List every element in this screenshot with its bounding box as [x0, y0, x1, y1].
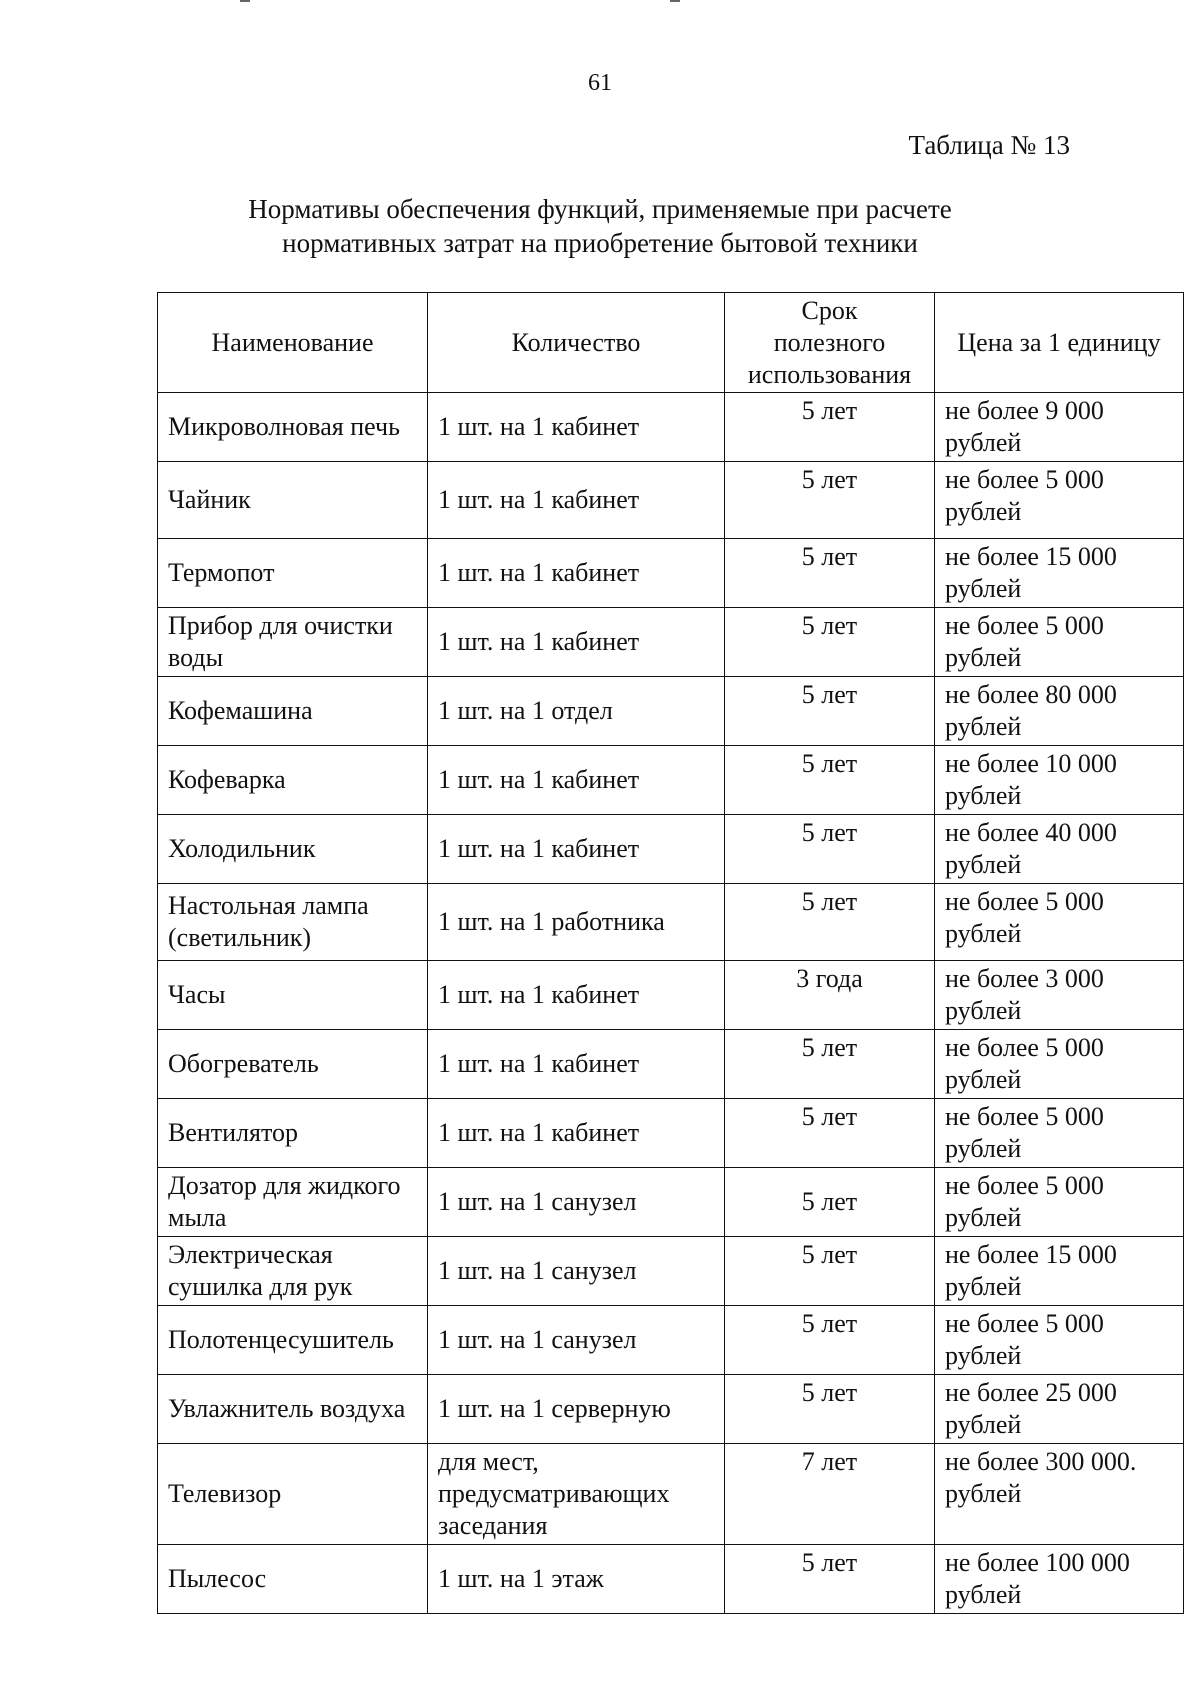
cell-price: не более 5 000 рублей: [935, 1030, 1184, 1099]
cell-term: 5 лет: [725, 608, 935, 677]
table-row: [158, 1099, 1184, 1168]
cell-term: 5 лет: [725, 1099, 935, 1168]
cell-term: 5 лет: [725, 815, 935, 884]
cell-name: Вентилятор: [158, 1099, 428, 1168]
header-qty: Количество: [428, 293, 725, 393]
cell-price: не более 100 000 рублей: [935, 1545, 1184, 1614]
cell-quantity: 1 шт. на 1 кабинет: [428, 815, 725, 884]
table-row: [158, 1237, 1184, 1306]
cell-term: 7 лет: [725, 1444, 935, 1545]
cell-name: Полотенцесушитель: [158, 1306, 428, 1375]
cell-price: не более 5 000 рублей: [935, 608, 1184, 677]
header-price: Цена за 1 единицу: [935, 293, 1184, 393]
table-row: [158, 1030, 1184, 1099]
cell-price: не более 15 000 рублей: [935, 1237, 1184, 1306]
table-row: [158, 393, 1184, 462]
cell-name: Дозатор для жидкого мыла: [158, 1168, 428, 1237]
title-line-1: Нормативы обеспечения функций, применяемые при расчете: [248, 194, 952, 224]
cell-name: Прибор для очистки воды: [158, 608, 428, 677]
cell-quantity: 1 шт. на 1 кабинет: [428, 462, 725, 539]
norms-table: [157, 292, 1184, 1614]
table-body: [158, 393, 1184, 1614]
table-row: [158, 1444, 1184, 1545]
cell-term: 5 лет: [725, 539, 935, 608]
cell-name: Холодильник: [158, 815, 428, 884]
cell-term: 5 лет: [725, 393, 935, 462]
cell-price: не более 80 000 рублей: [935, 677, 1184, 746]
cell-price: не более 5 000 рублей: [935, 884, 1184, 961]
cell-term: 5 лет: [725, 1306, 935, 1375]
cell-price: не более 5 000 рублей: [935, 1168, 1184, 1237]
table-row: [158, 677, 1184, 746]
cell-quantity: 1 шт. на 1 кабинет: [428, 961, 725, 1030]
table-row: [158, 1168, 1184, 1237]
cell-quantity: 1 шт. на 1 отдел: [428, 677, 725, 746]
cell-quantity: 1 шт. на 1 кабинет: [428, 1099, 725, 1168]
table-row: [158, 1545, 1184, 1614]
cell-price: не более 300 000. рублей: [935, 1444, 1184, 1545]
cell-price: не более 5 000 рублей: [935, 1306, 1184, 1375]
table-row: [158, 746, 1184, 815]
table-row: [158, 462, 1184, 539]
cell-quantity: 1 шт. на 1 санузел: [428, 1168, 725, 1237]
page-number: 61: [588, 70, 612, 96]
table-row: [158, 608, 1184, 677]
cell-quantity: 1 шт. на 1 работника: [428, 884, 725, 961]
table-row: [158, 1306, 1184, 1375]
table-row: [158, 815, 1184, 884]
cell-term: 5 лет: [725, 1545, 935, 1614]
cell-name: Термопот: [158, 539, 428, 608]
table-row: [158, 1375, 1184, 1444]
cell-term: 5 лет: [725, 1375, 935, 1444]
cell-name: Кофеварка: [158, 746, 428, 815]
cell-price: не более 10 000 рублей: [935, 746, 1184, 815]
cell-term: 5 лет: [725, 746, 935, 815]
cell-term: 5 лет: [725, 1237, 935, 1306]
cell-quantity: 1 шт. на 1 кабинет: [428, 393, 725, 462]
cell-name: Пылесос: [158, 1545, 428, 1614]
cell-quantity: для мест, предусматривающих заседания: [428, 1444, 725, 1545]
cell-name: Чайник: [158, 462, 428, 539]
cell-name: Микроволновая печь: [158, 393, 428, 462]
cell-term: 5 лет: [725, 1168, 935, 1237]
cell-price: не более 25 000 рублей: [935, 1375, 1184, 1444]
cell-quantity: 1 шт. на 1 санузел: [428, 1237, 725, 1306]
cell-price: не более 9 000 рублей: [935, 393, 1184, 462]
header-term: Срок полезного использования: [725, 293, 935, 393]
table-header-row: [158, 293, 1184, 393]
cell-name: Кофемашина: [158, 677, 428, 746]
scan-marks: [240, 0, 740, 4]
cell-term: 5 лет: [725, 677, 935, 746]
table-caption: Таблица № 13: [908, 130, 1070, 160]
cell-term: 5 лет: [725, 1030, 935, 1099]
cell-name: Часы: [158, 961, 428, 1030]
document-title: [0, 192, 1200, 260]
cell-quantity: 1 шт. на 1 санузел: [428, 1306, 725, 1375]
table-row: [158, 884, 1184, 961]
cell-quantity: 1 шт. на 1 серверную: [428, 1375, 725, 1444]
cell-price: не более 3 000 рублей: [935, 961, 1184, 1030]
cell-name: Настольная лампа (светильник): [158, 884, 428, 961]
cell-quantity: 1 шт. на 1 кабинет: [428, 539, 725, 608]
cell-name: Электрическая сушилка для рук: [158, 1237, 428, 1306]
cell-price: не более 15 000 рублей: [935, 539, 1184, 608]
cell-quantity: 1 шт. на 1 кабинет: [428, 1030, 725, 1099]
cell-price: не более 40 000 рублей: [935, 815, 1184, 884]
title-line-2: нормативных затрат на приобретение бытовой техники: [282, 228, 918, 258]
cell-name: Телевизор: [158, 1444, 428, 1545]
cell-quantity: 1 шт. на 1 кабинет: [428, 608, 725, 677]
cell-quantity: 1 шт. на 1 кабинет: [428, 746, 725, 815]
cell-name: Обогреватель: [158, 1030, 428, 1099]
header-name: Наименование: [158, 293, 428, 393]
cell-term: 5 лет: [725, 884, 935, 961]
cell-price: не более 5 000 рублей: [935, 1099, 1184, 1168]
table-row: [158, 539, 1184, 608]
cell-term: 5 лет: [725, 462, 935, 539]
cell-price: не более 5 000 рублей: [935, 462, 1184, 539]
cell-term: 3 года: [725, 961, 935, 1030]
cell-quantity: 1 шт. на 1 этаж: [428, 1545, 725, 1614]
table-row: [158, 961, 1184, 1030]
cell-name: Увлажнитель воздуха: [158, 1375, 428, 1444]
